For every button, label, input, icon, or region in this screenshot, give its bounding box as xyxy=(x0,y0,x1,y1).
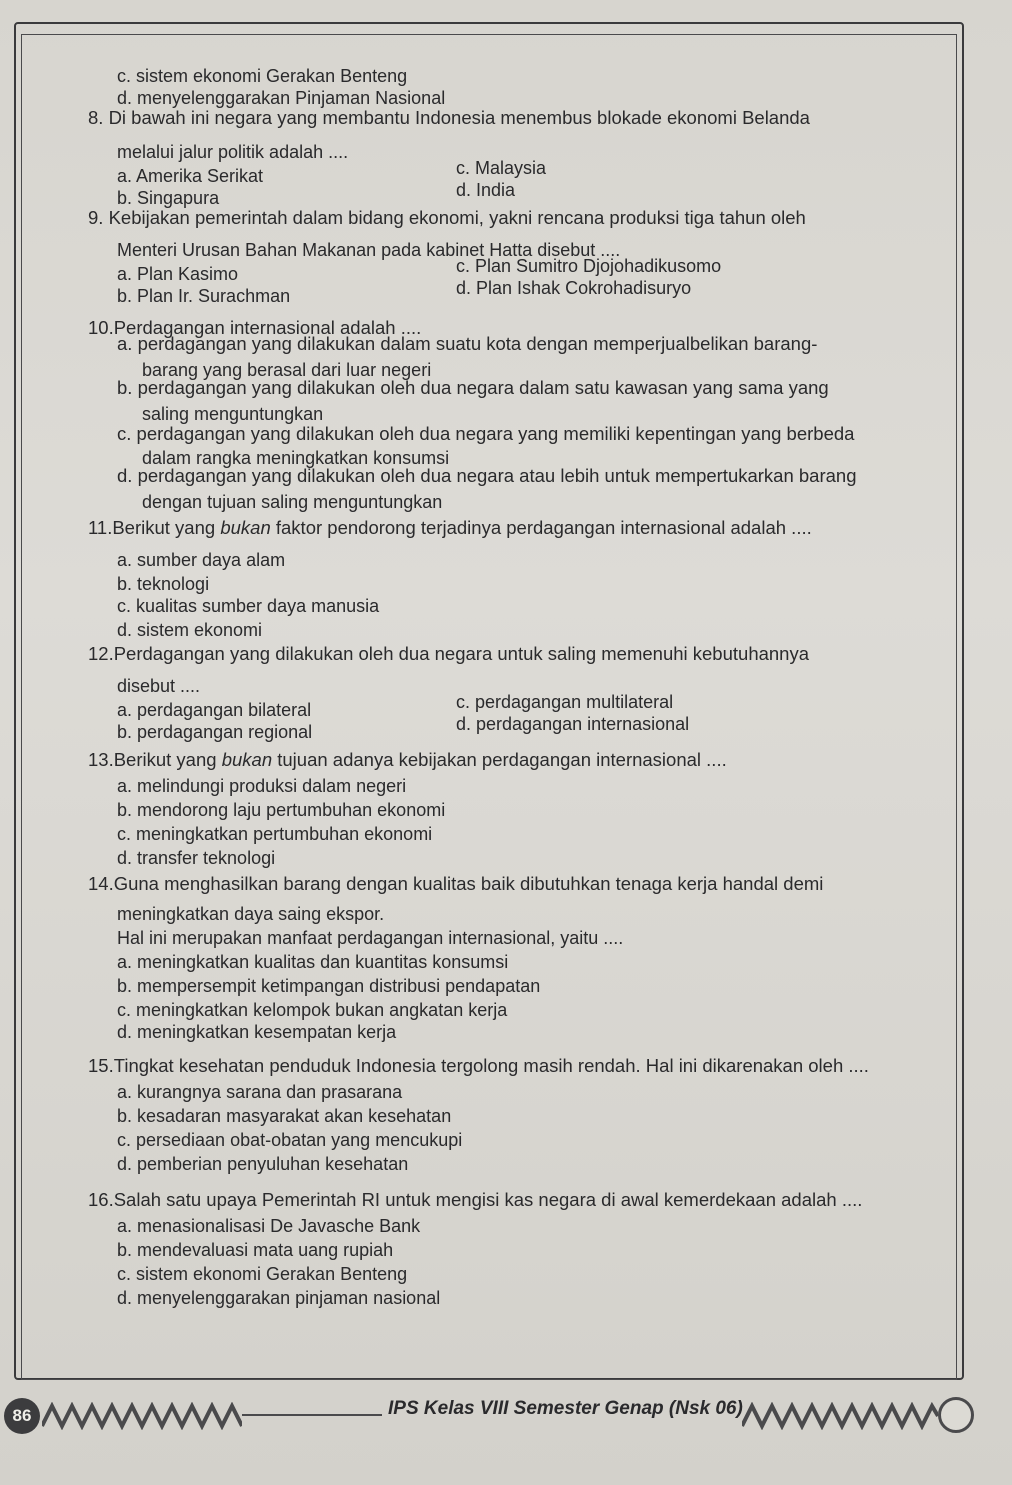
footer-rule xyxy=(242,1414,382,1416)
question-16-option-a: a. menasionalisasi De Javasche Bank xyxy=(117,1216,421,1236)
question-14-option-c: c. meningkatkan kelompok bukan angkatan kerja xyxy=(117,1000,508,1020)
question-11-stem-end: faktor pendorong terjadinya perdagangan internasional adalah .... xyxy=(270,517,812,538)
question-13-stem-start: 13.Berikut yang xyxy=(88,749,222,770)
question-10-option-a: a. perdagangan yang dilakukan dalam suatu kota dengan memperjualbelikan barang- xyxy=(117,333,818,354)
question-8-option-c: c. Malaysia xyxy=(456,158,547,178)
question-9-option-b: b. Plan Ir. Surachman xyxy=(117,286,291,306)
question-15-option-b: b. kesadaran masyarakat akan kesehatan xyxy=(117,1106,452,1126)
question-10-option-a-cont: barang yang berasal dari luar negeri xyxy=(142,360,432,380)
question-15-option-a: a. kurangnya sarana dan prasarana xyxy=(117,1082,403,1102)
page-number: 86 xyxy=(4,1398,40,1434)
question-8-option-b: b. Singapura xyxy=(117,188,220,208)
question-16-option-d: d. menyelenggarakan pinjaman nasional xyxy=(117,1288,441,1308)
question-14-stem-cont-2: Hal ini merupakan manfaat perdagangan internasional, yaitu .... xyxy=(117,928,624,948)
question-15-option-d: d. pemberian penyuluhan kesehatan xyxy=(117,1154,409,1174)
question-8-stem: 8. Di bawah ini negara yang membantu Indonesia menembus blokade ekonomi Belanda xyxy=(88,107,810,128)
question-16-option-c: c. sistem ekonomi Gerakan Benteng xyxy=(117,1264,408,1284)
question-13-option-b: b. mendorong laju pertumbuhan ekonomi xyxy=(117,800,446,820)
prev-option-d: d. menyelenggarakan Pinjaman Nasional xyxy=(117,88,446,108)
question-11-option-a: a. sumber daya alam xyxy=(117,550,286,570)
question-10-option-b-cont: saling menguntungkan xyxy=(142,404,324,424)
question-14-stem: 14.Guna menghasilkan barang dengan kualitas baik dibutuhkan tenaga kerja handal demi xyxy=(88,873,824,894)
question-10-option-c: c. perdagangan yang dilakukan oleh dua negara yang memiliki kepentingan yang berbeda xyxy=(117,423,855,444)
footer-title: IPS Kelas VIII Semester Genap (Nsk 06) xyxy=(388,1398,743,1419)
question-16-stem: 16.Salah satu upaya Pemerintah RI untuk mengisi kas negara di awal kemerdekaan adalah .... xyxy=(88,1189,863,1210)
question-13-stem-emphasis: bukan xyxy=(221,749,273,770)
question-11-option-c: c. kualitas sumber daya manusia xyxy=(117,596,380,616)
question-11-option-b: b. teknologi xyxy=(117,574,210,594)
question-12-stem-cont: disebut .... xyxy=(117,676,201,696)
question-9-option-a: a. Plan Kasimo xyxy=(117,264,239,284)
question-8-option-d: d. India xyxy=(456,180,516,200)
question-11-stem-emphasis: bukan xyxy=(220,517,271,538)
question-9-stem: 9. Kebijakan pemerintah dalam bidang ekonomi, yakni rencana produksi tiga tahun oleh xyxy=(88,207,806,228)
question-13-option-a: a. melindungi produksi dalam negeri xyxy=(117,776,407,796)
question-12-option-c: c. perdagangan multilateral xyxy=(456,692,674,712)
footer-end-circle xyxy=(938,1397,974,1433)
question-10-option-d: d. perdagangan yang dilakukan oleh dua negara atau lebih untuk mempertukarkan barang xyxy=(117,465,857,486)
question-10-option-d-cont: dengan tujuan saling menguntungkan xyxy=(142,492,443,512)
question-14-option-a: a. meningkatkan kualitas dan kuantitas konsumsi xyxy=(117,952,509,972)
question-15-stem: 15.Tingkat kesehatan penduduk Indonesia tergolong masih rendah. Hal ini dikarenakan oleh .... xyxy=(88,1055,869,1076)
question-10-stem: 10.Perdagangan internasional adalah .... xyxy=(88,317,422,338)
question-14-option-d: d. meningkatkan kesempatan kerja xyxy=(117,1022,397,1042)
question-13-option-c: c. meningkatkan pertumbuhan ekonomi xyxy=(117,824,433,844)
question-8-option-a: a. Amerika Serikat xyxy=(117,166,264,186)
question-13-stem xyxy=(88,750,727,770)
question-12-option-b: b. perdagangan regional xyxy=(117,722,313,742)
question-11-option-d: d. sistem ekonomi xyxy=(117,620,263,640)
question-9-option-c: c. Plan Sumitro Djojohadikusomo xyxy=(456,256,722,276)
footer-zigzag-right xyxy=(742,1402,938,1430)
question-8-stem-cont: melalui jalur politik adalah .... xyxy=(117,142,349,162)
question-10-option-c-cont: dalam rangka meningkatkan konsumsi xyxy=(142,448,450,468)
question-9-stem-cont: Menteri Urusan Bahan Makanan pada kabinet Hatta disebut .... xyxy=(117,240,621,260)
question-15-option-c: c. persediaan obat-obatan yang mencukupi xyxy=(117,1130,463,1150)
question-10-option-b: b. perdagangan yang dilakukan oleh dua negara dalam satu kawasan yang sama yang xyxy=(117,377,829,398)
question-11-stem-start: 11.Berikut yang xyxy=(88,517,221,538)
question-13-option-d: d. transfer teknologi xyxy=(117,848,276,868)
question-14-option-b: b. mempersempit ketimpangan distribusi pendapatan xyxy=(117,976,541,996)
question-12-option-d: d. perdagangan internasional xyxy=(456,714,690,734)
question-13-stem-end: tujuan adanya kebijakan perdagangan internasional .... xyxy=(272,749,727,770)
question-12-option-a: a. perdagangan bilateral xyxy=(117,700,312,720)
question-16-option-b: b. mendevaluasi mata uang rupiah xyxy=(117,1240,394,1260)
question-12-stem: 12.Perdagangan yang dilakukan oleh dua negara untuk saling memenuhi kebutuhannya xyxy=(88,643,810,664)
question-9-option-d: d. Plan Ishak Cokrohadisuryo xyxy=(456,278,692,298)
footer-zigzag-left xyxy=(42,1402,242,1430)
question-14-stem-cont: meningkatkan daya saing ekspor. xyxy=(117,904,385,924)
question-11-stem xyxy=(88,518,812,538)
prev-option-c: c. sistem ekonomi Gerakan Benteng xyxy=(117,66,408,86)
